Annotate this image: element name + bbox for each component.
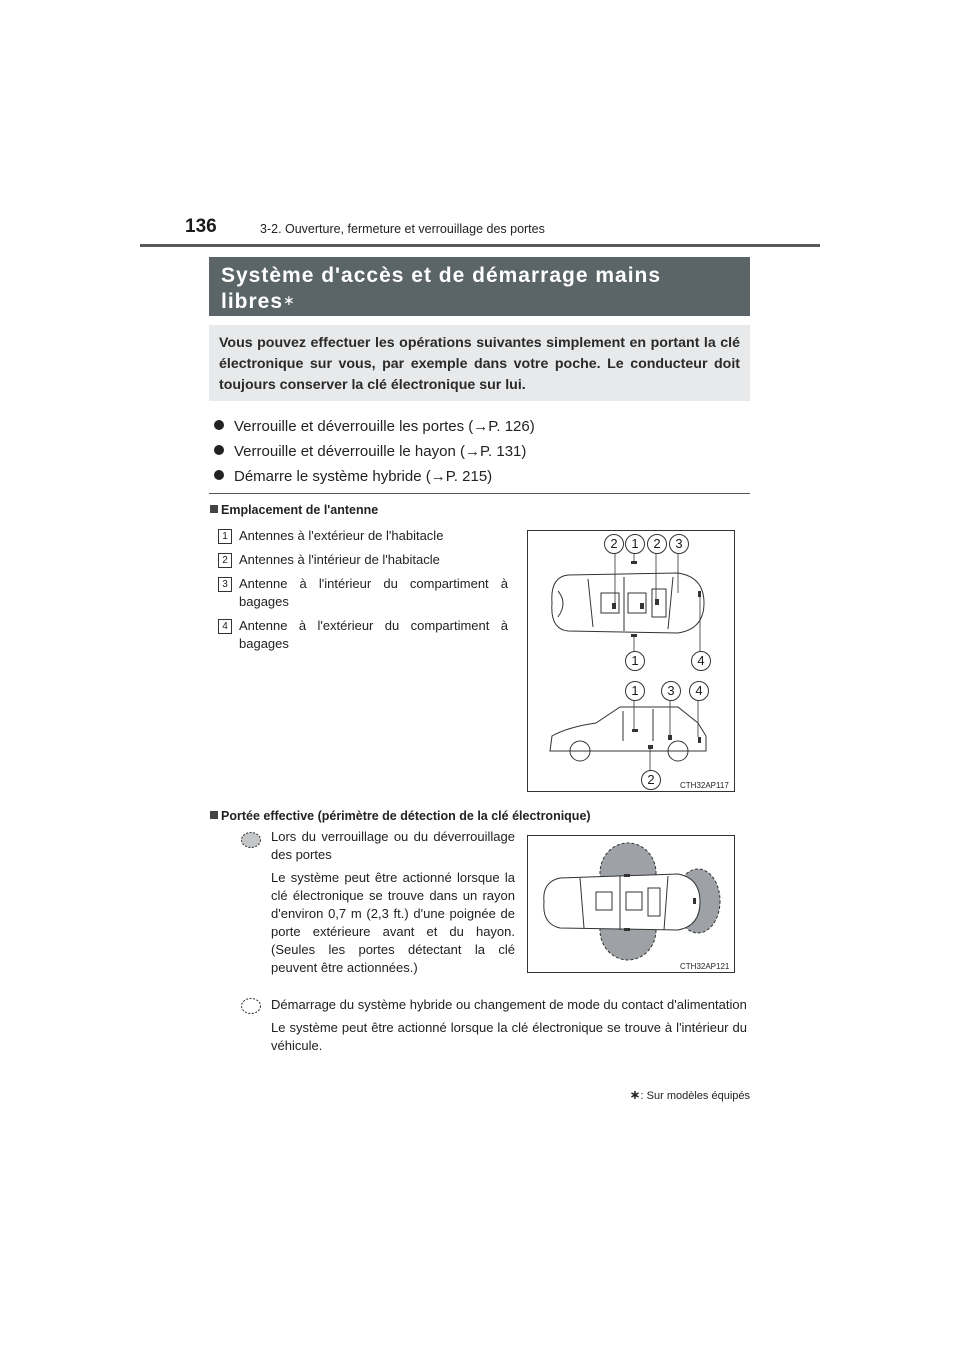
callout-2: 2: [604, 534, 624, 554]
list-item: 3 Antenne à l'intérieur du compartiment à bagages: [218, 575, 508, 611]
list-item: 2 Antennes à l'intérieur de l'habitacle: [218, 551, 508, 569]
section-title-box: [209, 257, 750, 316]
list-item: Verrouille et déverrouille le hayon (→P. 131): [214, 439, 754, 464]
list-item: 1 Antennes à l'extérieur de l'habitacle: [218, 527, 508, 545]
bullet-icon: [214, 470, 224, 480]
callout-1: 1: [625, 651, 645, 671]
feature-list: [214, 414, 754, 489]
range-figure: [527, 835, 735, 973]
section-rule: [209, 493, 750, 494]
number-badge: 3: [218, 577, 232, 592]
figure-code: CTH32AP121: [680, 962, 730, 971]
figure-code: CTH32AP117: [680, 781, 729, 790]
callout-1: 1: [625, 534, 645, 554]
range-section-title: Portée effective (périmètre de détection de la clé électronique): [210, 809, 591, 823]
header-rule: [140, 244, 820, 247]
callout-2: 2: [647, 534, 667, 554]
title-asterisk: ∗: [283, 292, 296, 308]
callout-2: 2: [641, 770, 661, 790]
range-diagram: [528, 836, 734, 972]
number-badge: 1: [218, 529, 232, 544]
section-title: Système d'accès et de démarrage mains libres: [221, 264, 662, 313]
detection-range-icon: [240, 831, 262, 849]
footnote: ∗: Sur modèles équipés: [629, 1087, 750, 1102]
range2-heading: Démarrage du système hybride ou changement de mode du contact d'alimentation: [271, 997, 747, 1012]
detection-range-icon: [240, 997, 262, 1015]
square-bullet-icon: [210, 811, 218, 819]
callout-1: 1: [625, 681, 645, 701]
antenna-list: [218, 527, 508, 659]
number-badge: 4: [218, 619, 232, 634]
callout-3: 3: [669, 534, 689, 554]
range2-description: Le système peut être actionné lorsque la clé électronique se trouve à l'intérieur du véhicule.: [271, 1020, 747, 1053]
list-item: Verrouille et déverrouille les portes (→P. 126): [214, 414, 754, 439]
antenna-figure: [527, 530, 735, 792]
callout-3: 3: [661, 681, 681, 701]
list-item: 4 Antenne à l'extérieur du compartiment à bagages: [218, 617, 508, 653]
range1-text: [271, 828, 515, 982]
bullet-icon: [214, 420, 224, 430]
range1-description: Le système peut être actionné lorsque la clé électronique se trouve dans un rayon d'environ 0,7 m (2,3 ft.) d'une poignée de porte extérieure avant et du hayon. (Seules les portes détectant la clé peuvent être actionnées.): [271, 870, 515, 975]
range1-heading: Lors du verrouillage ou du déverrouillage des portes: [271, 829, 515, 862]
page-number: 136: [185, 216, 217, 237]
range2-text: [271, 996, 747, 1060]
callout-4: 4: [689, 681, 709, 701]
bullet-icon: [214, 445, 224, 455]
list-item: Démarre le système hybride (→P. 215): [214, 464, 754, 489]
chapter-title: 3-2. Ouverture, fermeture et verrouillage des portes: [260, 222, 545, 236]
square-bullet-icon: [210, 505, 218, 513]
number-badge: 2: [218, 553, 232, 568]
intro-box: Vous pouvez effectuer les opérations suivantes simplement en portant la clé électronique sur vous, par exemple dans votre poche. Le conducteur doit toujours conserver la clé électronique sur lui.: [209, 325, 750, 401]
callout-4: 4: [691, 651, 711, 671]
antenna-section-title: Emplacement de l'antenne: [210, 503, 378, 517]
asterisk-icon: ∗: [629, 1087, 641, 1102]
